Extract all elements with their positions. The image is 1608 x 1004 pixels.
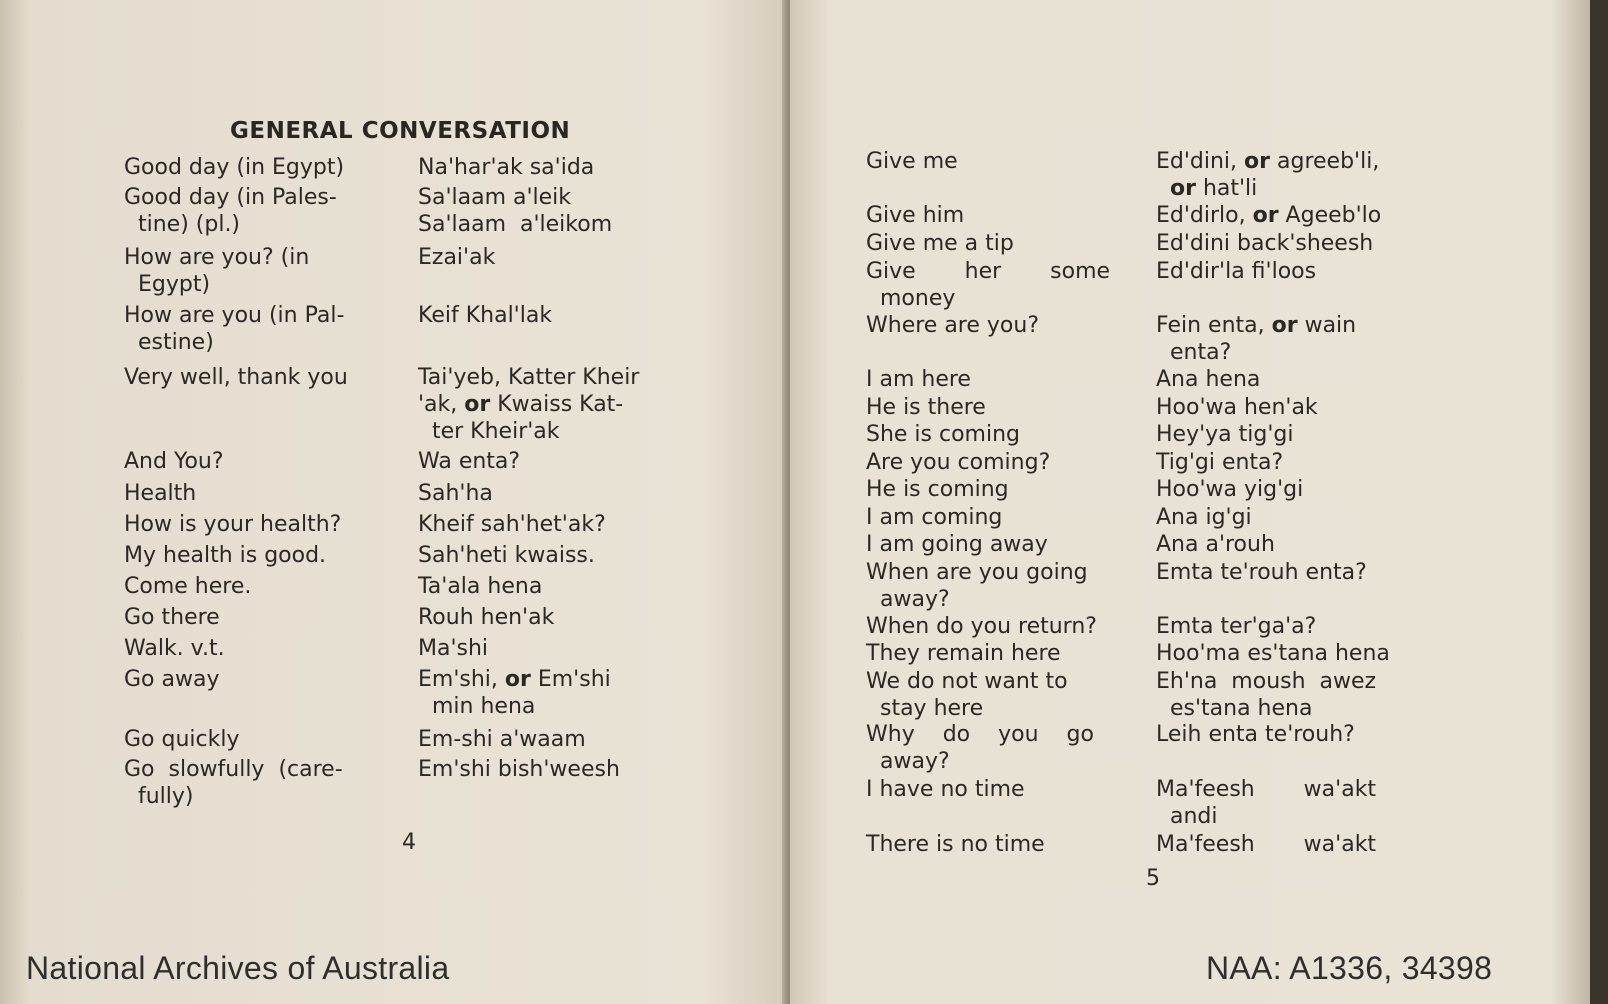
arabic-translation [1156,202,1381,229]
english-phrase: My health is good. [124,543,327,568]
english-phrase: She is coming [866,422,1021,447]
english-phrase: I am coming [866,505,1003,530]
arabic-fragment: Ageeb'lo [1278,203,1382,228]
english-phrase: Good day (in Pales- tine) (pl.) [124,185,337,237]
english-phrase: And You? [124,449,224,474]
arabic-fragment: agreeb'li, [1277,149,1380,174]
english-phrase: Walk. v.t. [124,636,225,661]
or-keyword: or [464,392,491,417]
book-edge [1590,0,1608,1004]
arabic-translation: Kheif sah'het'ak? [418,512,606,537]
arabic-translation: Sa'laam a'leik Sa'laam a'leikom [418,185,613,237]
arabic-translation: Emta te'rouh enta? [1156,560,1367,585]
arabic-translation: Sah'heti kwaiss. [418,543,595,568]
or-keyword: or [504,667,531,692]
arabic-translation: Wa enta? [418,449,521,474]
english-phrase: When are you going away? [866,560,1088,612]
english-phrase: I am going away [866,532,1048,557]
arabic-translation: Ed'dini back'sheesh [1156,231,1374,256]
english-phrase: Give him [866,203,965,228]
arabic-translation: Ana ig'gi [1156,505,1252,530]
english-phrase: Give me [866,149,958,174]
arabic-translation: Hoo'wa yig'gi [1156,477,1304,502]
page-number-left: 4 [402,830,416,855]
arabic-translation: Eh'na moush awez es'tana hena [1156,669,1377,721]
english-phrase: Go quickly [124,727,240,752]
arabic-translation: Leih enta te'rouh? [1156,722,1355,747]
or-keyword: or [1252,203,1279,228]
arabic-fragment: Tai'yeb, Katter Kheir 'ak, [418,365,640,417]
arabic-fragment: Em'shi min hena [431,667,611,719]
english-phrase: Give me a tip [866,231,1014,256]
arabic-fragment: Fein enta, [1156,313,1272,338]
arabic-translation: Keif Khal'lak [418,303,553,328]
arabic-fragment: Ed'dini, [1156,149,1245,174]
arabic-translation: Ezai'ak [418,245,496,270]
right-page [790,0,1590,1004]
arabic-translation: Ma'feesh wa'akt [1156,832,1377,857]
arabic-translation: Ta'ala hena [418,574,543,599]
or-keyword: or [1244,149,1271,174]
archive-reference: NAA: A1336, 34398 [1206,950,1493,986]
arabic-translation: Ana hena [1156,367,1261,392]
arabic-translation [418,364,639,445]
english-phrase: Where are you? [866,313,1039,338]
english-phrase: Very well, thank you [124,365,348,390]
english-phrase: Come here. [124,574,252,599]
arabic-translation: Ma'shi [418,636,489,661]
english-phrase: Go slowfully (care- fully) [124,757,343,809]
arabic-translation [418,666,611,720]
arabic-fragment: Ed'dirlo, [1156,203,1253,228]
english-phrase: Are you coming? [866,450,1051,475]
english-phrase: Go there [124,605,220,630]
arabic-translation [1156,148,1379,202]
english-phrase: We do not want to stay here [866,669,1068,721]
page-heading: GENERAL CONVERSATION [230,118,571,144]
arabic-translation: Em'shi bish'weesh [418,757,620,782]
page-number-right: 5 [1146,866,1160,891]
arabic-translation [1156,312,1356,366]
arabic-translation: Hoo'ma es'tana hena [1156,641,1390,666]
arabic-fragment: Em'shi, [418,667,505,692]
english-phrase: Give her some money [866,259,1111,311]
english-phrase: How is your health? [124,512,342,537]
english-phrase: Good day (in Egypt) [124,155,345,180]
english-phrase: Go away [124,667,220,692]
arabic-translation: Hey'ya tig'gi [1156,422,1294,447]
arabic-translation: Ana a'rouh [1156,532,1275,557]
english-phrase: He is coming [866,477,1009,502]
arabic-translation: Tig'gi enta? [1156,450,1284,475]
english-phrase: How are you (in Pal- estine) [124,303,345,355]
arabic-translation: Em-shi a'waam [418,727,586,752]
archive-credit: National Archives of Australia [26,950,450,986]
arabic-fragment: wain enta? [1169,313,1357,365]
arabic-translation: Sah'ha [418,481,493,506]
arabic-translation: Hoo'wa hen'ak [1156,395,1318,420]
or-keyword: or [1271,313,1298,338]
left-page [0,0,790,1004]
arabic-fragment: hat'li [1195,176,1258,201]
english-phrase: When do you return? [866,614,1097,639]
arabic-translation: Na'har'ak sa'ida [418,155,595,180]
english-phrase: I am here [866,367,971,392]
arabic-fragment: Kwaiss Kat- ter Kheir'ak [431,392,624,444]
arabic-translation: Rouh hen'ak [418,605,555,630]
english-phrase: I have no time [866,777,1025,802]
english-phrase: He is there [866,395,986,420]
english-phrase: Health [124,481,197,506]
arabic-translation: Ed'dir'la fi'loos [1156,259,1317,284]
arabic-translation: Ma'feesh wa'akt andi [1156,777,1377,829]
english-phrase: There is no time [866,832,1045,857]
english-phrase: How are you? (in Egypt) [124,245,310,297]
or-keyword: or [1170,176,1196,201]
english-phrase: Why do you go away? [866,722,1094,774]
english-phrase: They remain here [866,641,1061,666]
arabic-translation: Emta ter'ga'a? [1156,614,1317,639]
